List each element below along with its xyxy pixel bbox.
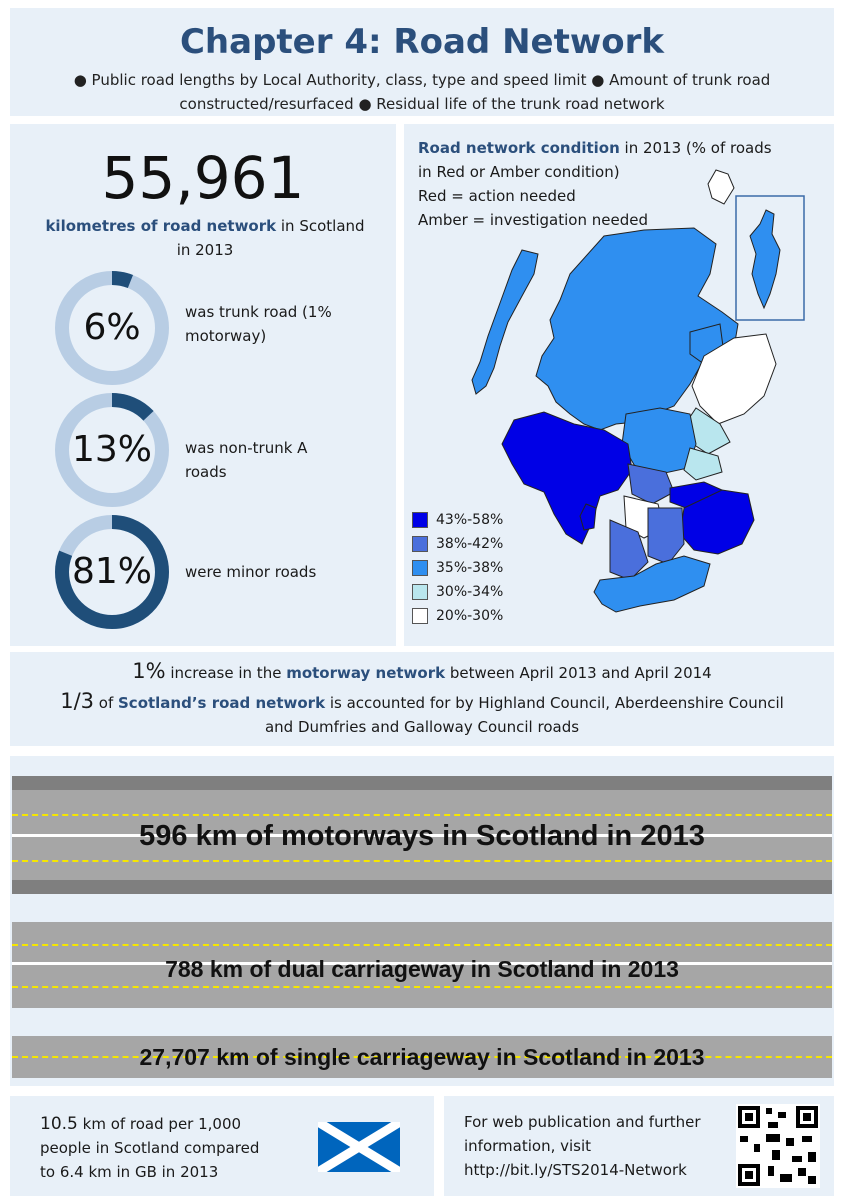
network-caption-year: in 2013 — [176, 241, 234, 259]
subtitle-line-1: ● Public road lengths by Local Authority, class, type and speed limit ● Amount of trunk road — [73, 71, 771, 89]
single-carriageway-road — [12, 1036, 832, 1078]
single-carriageway-text: 27,707 km of single carriageway in Scotland in 2013 — [139, 1044, 705, 1070]
donut-a-roads-label: 13% — [71, 429, 152, 470]
dual-lane-marking — [12, 986, 832, 988]
legend-swatch — [412, 584, 428, 600]
fact-1-text-a: increase in the — [165, 664, 287, 682]
fact-network-share — [10, 688, 834, 716]
facts-panel — [10, 652, 834, 746]
donut-a-roads-text-2: roads — [185, 463, 227, 481]
web-info-text — [464, 1110, 701, 1182]
legend-swatch — [412, 512, 428, 528]
legend-item — [412, 532, 503, 556]
motorway-lane-marking — [12, 814, 832, 816]
web-info-line-1: For web publication and further — [464, 1113, 701, 1131]
network-caption-rest: in Scotland — [276, 217, 365, 235]
donut-a-roads-text-1: was non-trunk A — [185, 439, 308, 457]
map-caption — [418, 136, 798, 232]
fact-3-text: and Dumfries and Galloway Council roads — [264, 718, 580, 736]
footer-right-panel — [444, 1096, 834, 1196]
fact-2-number: 1/3 — [60, 689, 94, 713]
dual-lane-marking — [12, 944, 832, 946]
map-caption-line-2: in Red or Amber condition) — [418, 163, 620, 181]
legend-label: 43%-58% — [436, 512, 504, 528]
web-info-url[interactable]: http://bit.ly/STS2014-Network — [464, 1161, 687, 1179]
roads-panel — [10, 756, 834, 1086]
subtitle-line-2: constructed/resurfaced ● Residual life of the trunk road network — [179, 95, 665, 113]
page-title: Chapter 4: Road Network — [179, 22, 665, 62]
legend-label: 35%-38% — [436, 560, 504, 576]
fact-motorway-increase — [10, 658, 834, 686]
donut-trunk-text — [185, 300, 375, 348]
road-per-person-number: 10.5 — [40, 1114, 78, 1134]
stats-panel — [10, 124, 396, 646]
map-caption-rest: in 2013 (% of roads — [619, 139, 772, 157]
scotland-flag-icon — [318, 1122, 400, 1172]
donut-minor-label: 81% — [71, 551, 152, 592]
network-caption-highlight: kilometres of road network — [45, 217, 277, 235]
legend-item — [412, 508, 503, 532]
map-panel — [404, 124, 834, 646]
road-per-person-line-3: to 6.4 km in GB in 2013 — [40, 1163, 219, 1181]
donut-a-roads-text — [185, 436, 375, 484]
donut-trunk — [54, 270, 170, 386]
fife-region — [684, 448, 722, 480]
road-per-person-text — [40, 1112, 259, 1184]
fact-2-highlight: Scotland’s road network — [118, 694, 326, 712]
dual-carriageway-road — [12, 922, 832, 1008]
donut-trunk-text-1: was trunk road (1% — [185, 303, 332, 321]
fact-1-text-b: between April 2013 and April 2014 — [445, 664, 712, 682]
network-caption — [30, 214, 380, 262]
donut-minor-text — [185, 560, 375, 584]
motorway-text: 596 km of motorways in Scotland in 2013 — [139, 820, 705, 852]
fact-1-number: 1% — [132, 659, 166, 683]
web-info-line-2: information, visit — [464, 1137, 592, 1155]
legend-swatch — [412, 560, 428, 576]
total-road-length: 55,961 — [101, 144, 305, 212]
road-per-person-line-1: km of road per 1,000 — [77, 1115, 242, 1133]
western-isles-region — [472, 250, 538, 394]
dual-carriageway-text: 788 km of dual carriageway in Scotland in 2013 — [165, 956, 679, 982]
map-legend — [412, 508, 503, 628]
fact-1-highlight: motorway network — [286, 664, 446, 682]
legend-item — [412, 580, 503, 604]
donut-trunk-label: 6% — [83, 307, 141, 348]
donut-a-roads — [54, 392, 170, 508]
header-panel — [10, 8, 834, 116]
motorway-road — [12, 776, 832, 894]
qr-code-icon[interactable] — [736, 1104, 820, 1188]
map-caption-highlight: Road network condition — [418, 139, 620, 157]
legend-label: 30%-34% — [436, 584, 504, 600]
motorway-lane-marking — [12, 860, 832, 862]
legend-item — [412, 604, 503, 628]
footer-left-panel — [10, 1096, 434, 1196]
legend-label: 38%-42% — [436, 536, 504, 552]
legend-item — [412, 556, 503, 580]
road-per-person-line-2: people in Scotland compared — [40, 1139, 260, 1157]
south-lanarkshire-region — [648, 508, 684, 564]
donut-minor — [54, 514, 170, 630]
fact-2-text-a: of — [94, 694, 118, 712]
map-caption-line-3: Red = action needed — [418, 187, 576, 205]
donut-trunk-text-2: motorway) — [185, 327, 267, 345]
motorway-edge-bottom — [12, 880, 832, 894]
legend-label: 20%-30% — [436, 608, 504, 624]
legend-swatch — [412, 608, 428, 624]
fact-2-text-b: is accounted for by Highland Council, Aberdeenshire Council — [325, 694, 784, 712]
motorway-edge-top — [12, 776, 832, 790]
page-subtitle — [30, 68, 814, 116]
map-caption-line-4: Amber = investigation needed — [418, 211, 648, 229]
perth-kinross-region — [622, 408, 696, 474]
donut-minor-text-1: were minor roads — [185, 563, 317, 581]
legend-swatch — [412, 536, 428, 552]
